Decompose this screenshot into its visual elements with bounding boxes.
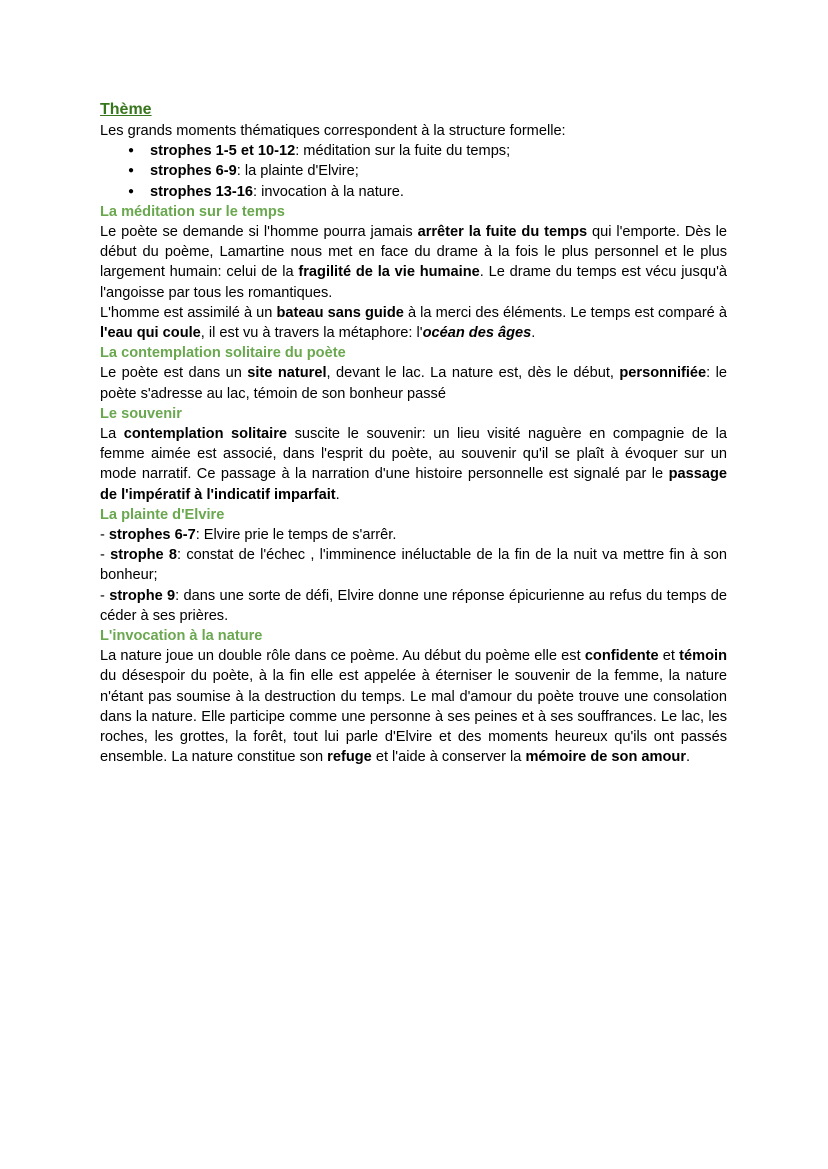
list-item: - strophe 9: dans une sorte de défi, Elvire donne une réponse épicurienne au refus du temps de céder à ses prières. <box>100 587 727 624</box>
paragraph: La contemplation solitaire suscite le souvenir: un lieu visité naguère en compagnie de la femme aimée est associé, dans l'esprit du poète, au souvenir qu'il se plaît à évoquer sur un mode narratif. Ce passage à la narration d'une histoire personnelle est signalé par le passage de l'impératif à l'indicatif imparfait. <box>100 426 727 503</box>
section-heading: Le souvenir <box>100 405 182 422</box>
section-heading: La contemplation solitaire du poète <box>100 345 346 362</box>
paragraph: L'homme est assimilé à un bateau sans guide à la merci des éléments. Le temps est comparé à l'eau qui coule, il est vu à travers la métaphore: l'océan des âges. <box>100 304 727 342</box>
intro-text: Les grands moments thématiques correspondent à la structure formelle: <box>100 123 566 139</box>
list-item: - strophes 6-7: Elvire prie le temps de s'arrêr. <box>100 527 397 544</box>
list-item: ● strophes 1-5 et 10-12: méditation sur la fuite du temps; <box>150 141 727 161</box>
bullet-list <box>100 141 727 202</box>
document-page <box>100 99 727 768</box>
section-heading: La méditation sur le temps <box>100 203 285 220</box>
list-item: ● strophes 13-16: invocation à la nature. <box>150 182 727 202</box>
bullet-icon: ● <box>128 145 135 157</box>
section-heading: L'invocation à la nature <box>100 628 263 645</box>
bullet-icon: ● <box>128 165 135 177</box>
list-item: - strophe 8: constat de l'échec , l'imminence inéluctable de la fin de la nuit va mettre fin à son bonheur; <box>100 547 727 584</box>
section-heading: La plainte d'Elvire <box>100 506 225 523</box>
paragraph: Le poète est dans un site naturel, devant le lac. La nature est, dès le début, personnifiée: le poète s'adresse au lac, témoin de son bonheur passé <box>100 365 728 402</box>
page-title: Thème <box>100 101 152 118</box>
list-item: ● strophes 6-9: la plainte d'Elvire; <box>150 161 727 181</box>
paragraph: Le poète se demande si l'homme pourra jamais arrêter la fuite du temps qui l'emporte. Dès le début du poème, Lamartine nous met en face du drame à la fois le plus personnel et le plus largement humain: celui de la fragilité de la vie humaine. Le drame du temps est vécu jusqu'à l'angoisse par tous les romantiques. <box>100 224 727 301</box>
bullet-icon: ● <box>128 185 135 197</box>
paragraph: La nature joue un double rôle dans ce poème. Au début du poème elle est confidente et témoin du désespoir du poète, à la fin elle est appelée à éterniser le souvenir de la femme, la nature n'étant pas soumise à la destruction du temps. Le mal d'amour du poète trouve une consolation dans la nature. Elle participe comme une personne à ses peines et à ses souffrances. Le lac, les roches, les grottes, la forêt, tout lui parle d'Elvire et des moments heureux qu'ils ont passés ensemble. La nature constitue son refuge et l'aide à conserver la mémoire de son amour. <box>100 648 727 766</box>
